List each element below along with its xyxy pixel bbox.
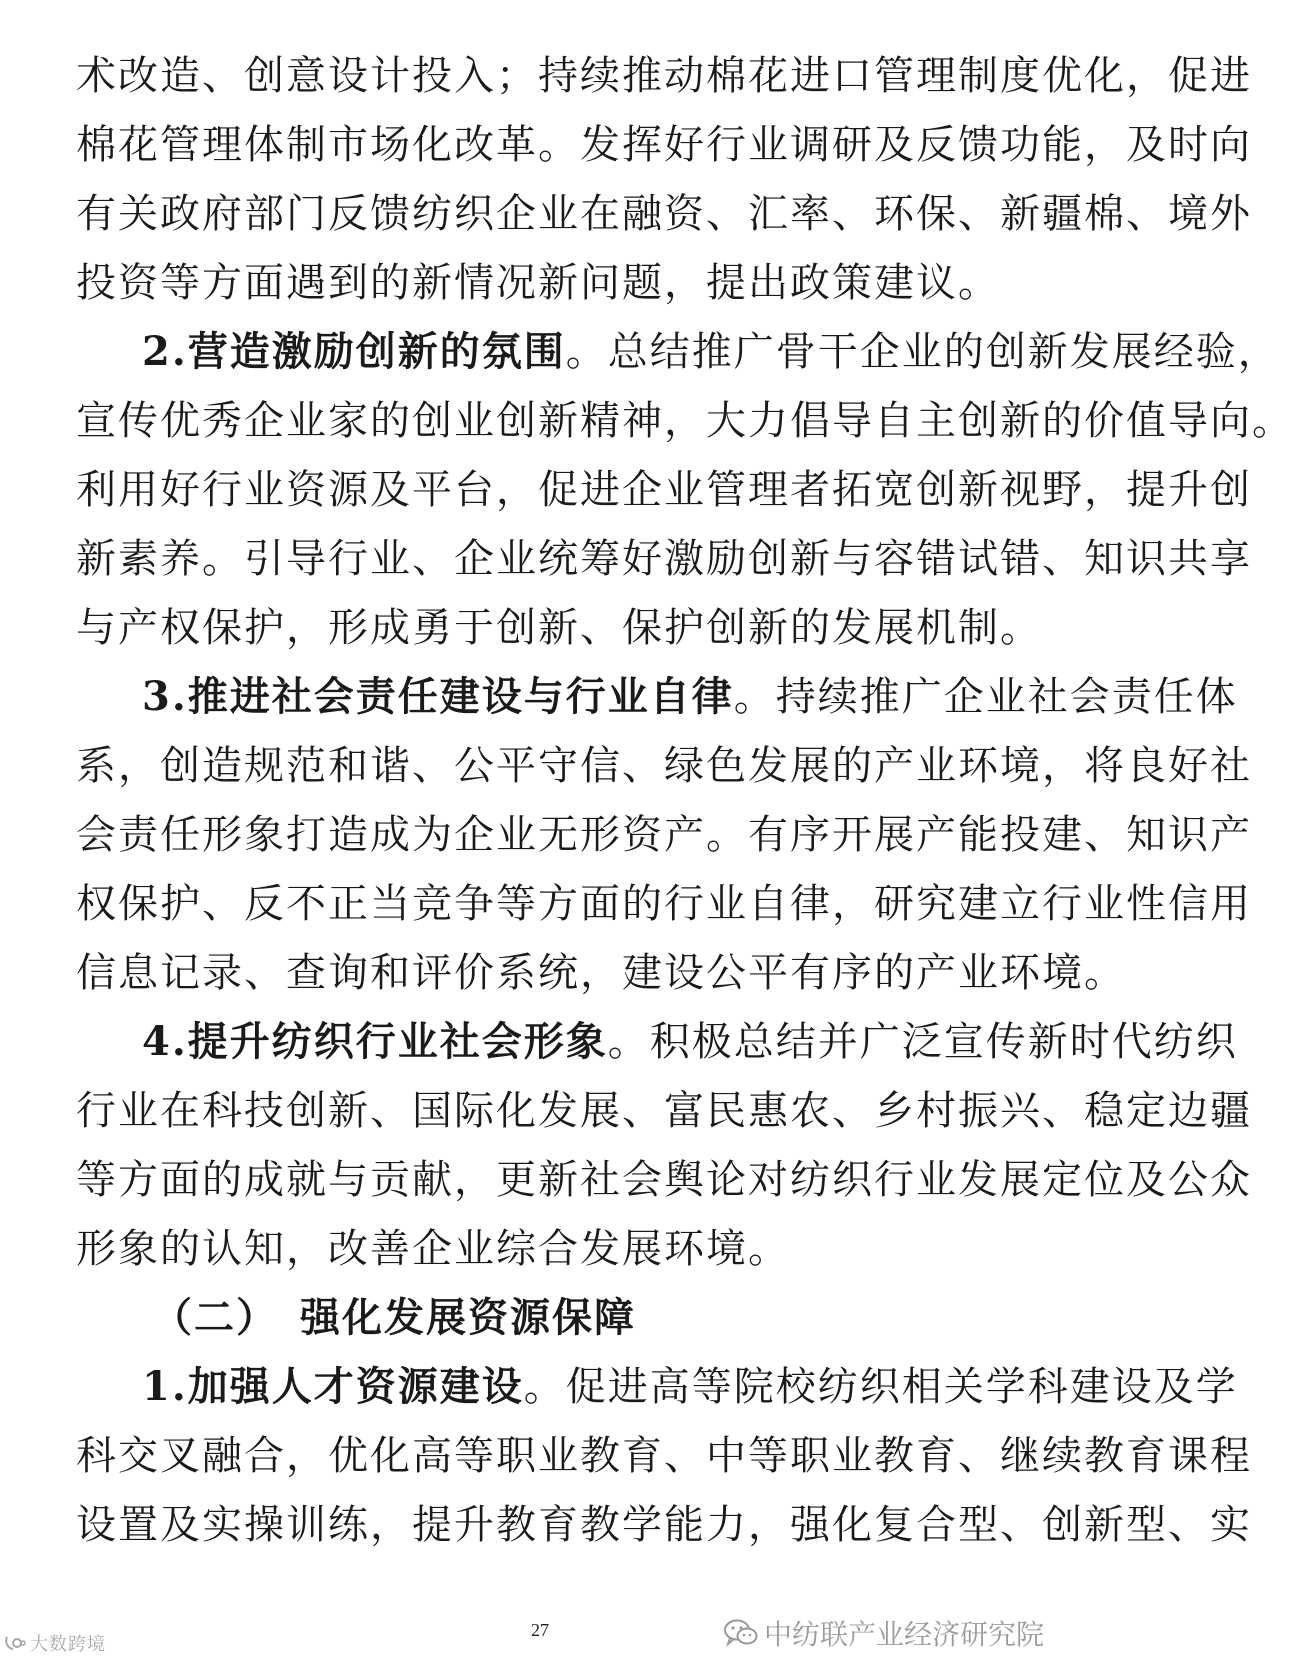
- text-line: 有关政府部门反馈纺织企业在融资、汇率、环保、新疆棉、境外: [76, 191, 1252, 237]
- text-segment: 。总结推广骨干企业的创新发展经验，: [565, 329, 1280, 375]
- paragraph-heading: 4.提升纺织行业社会形象: [142, 1018, 608, 1065]
- text-line: 新素养。引导行业、企业统筹好激励创新与容错试错、知识共享: [76, 536, 1252, 582]
- paragraph-2: [76, 322, 1294, 667]
- text-line: 棉花管理体制市场化改革。发挥好行业调研及反馈功能，及时向: [76, 122, 1252, 168]
- text-line: [76, 1012, 1238, 1081]
- paragraph-3: [76, 667, 1252, 1012]
- text-line: 行业在科技创新、国际化发展、富民惠农、乡村振兴、稳定边疆: [76, 1088, 1252, 1134]
- paragraph-heading: 2.营造激励创新的氛围: [142, 328, 566, 375]
- text-line: 权保护、反不正当竞争等方面的行业自律，研究建立行业性信用: [76, 881, 1252, 927]
- document-body: [76, 46, 1294, 1564]
- paragraph-5: [76, 1357, 1252, 1564]
- brand-watermark: [4, 1630, 106, 1656]
- wechat-account-name: 中纺联产业经济研究院: [763, 1618, 1044, 1651]
- text-line: 形象的认知，改善企业综合发展环境。: [76, 1226, 790, 1272]
- paragraph-heading: 1.加强人才资源建设: [142, 1363, 524, 1410]
- text-segment: 。积极总结并广泛宣传新时代纺织: [607, 1019, 1238, 1065]
- text-line: 会责任形象打造成为企业无形资产。有序开展产能投建、知识产: [76, 812, 1252, 858]
- text-line: 系，创造规范和谐、公平守信、绿色发展的产业环境，将良好社: [76, 743, 1252, 789]
- brand-name: 大数跨境: [30, 1634, 106, 1655]
- wechat-watermark: [724, 1613, 1044, 1653]
- text-line: 信息记录、查询和评价系统，建设公平有序的产业环境。: [76, 950, 1126, 996]
- section-title: 强化发展资源保障: [300, 1294, 636, 1341]
- text-segment: 。持续推广企业社会责任体: [733, 674, 1238, 720]
- paragraph-heading: 3.推进社会责任建设与行业自律: [142, 673, 734, 720]
- text-line: 投资等方面遇到的新情况新问题，提出政策建议。: [76, 260, 1000, 306]
- text-line: 设置及实操训练，提升教育教学能力，强化复合型、创新型、实: [76, 1502, 1252, 1548]
- text-line: [76, 667, 1238, 736]
- brand-logo-icon: [4, 1634, 26, 1652]
- text-line: 科交叉融合，优化高等职业教育、中等职业教育、继续教育课程: [76, 1433, 1252, 1479]
- text-line: [76, 322, 1280, 391]
- page-number: 27: [531, 1620, 549, 1640]
- text-line: 与产权保护，形成勇于创新、保护创新的发展机制。: [76, 605, 1042, 651]
- text-line: 宣传优秀企业家的创业创新精神，大力倡导自主创新的价值导向。: [76, 398, 1294, 444]
- text-line: [76, 1357, 1238, 1426]
- text-line: 等方面的成就与贡献，更新社会舆论对纺织行业发展定位及公众: [76, 1157, 1252, 1203]
- text-segment: 。促进高等院校纺织相关学科建设及学: [523, 1364, 1238, 1410]
- text-line: 术改造、创意设计投入；持续推动棉花进口管理制度优化，促进: [76, 53, 1252, 99]
- wechat-icon: [724, 1619, 758, 1647]
- section-heading: [76, 1288, 1006, 1357]
- section-number: （二）: [152, 1294, 278, 1341]
- paragraph-4: [76, 1012, 1252, 1288]
- text-line: 利用好行业资源及平台，促进企业管理者拓宽创新视野，提升创: [76, 467, 1252, 513]
